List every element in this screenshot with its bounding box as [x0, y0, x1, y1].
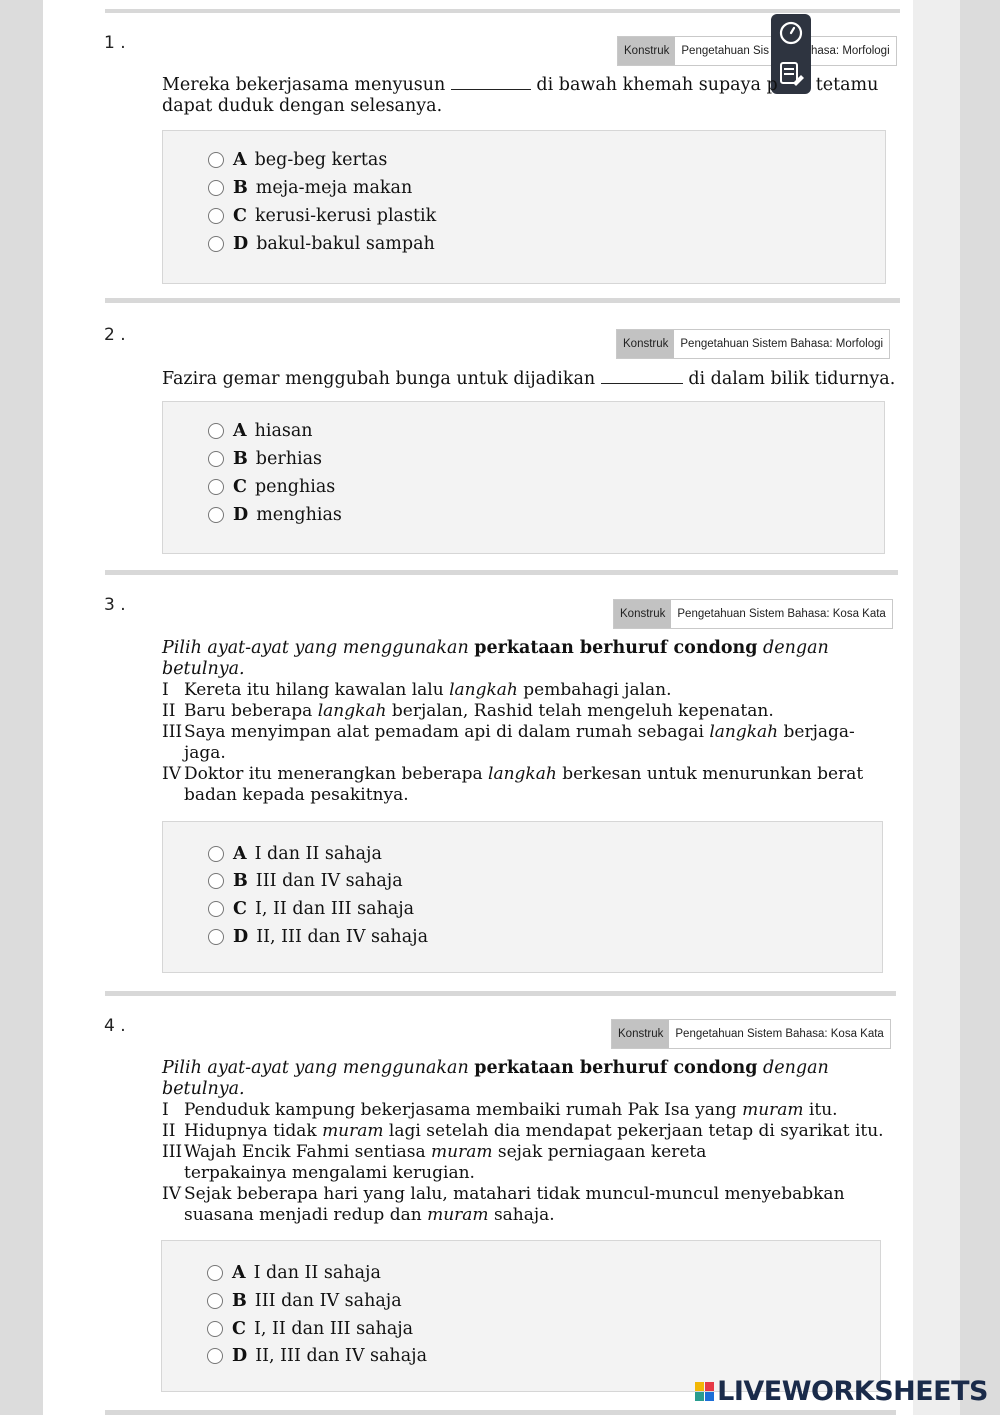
radio-button[interactable]	[208, 846, 224, 862]
question-text: Mereka bekerjasama menyusun di bawah khemah supaya p tetamu dapat duduk dengan selesanya.	[162, 75, 879, 116]
question-instruction: Pilih ayat-ayat yang menggunakan perkataan berhuruf condong dengan betulnya.	[162, 638, 829, 679]
radio-button[interactable]	[208, 873, 224, 889]
option-b[interactable]: B berhias	[208, 447, 322, 471]
option-b[interactable]: B III dan IV sahaja	[208, 869, 403, 893]
divider	[105, 991, 896, 996]
construct-value: Pengetahuan Sistem Bahasa: Kosa Kata	[677, 608, 886, 620]
radio-button[interactable]	[208, 423, 224, 439]
statement: I Penduduk kampung bekerjasama membaiki rumah Pak Isa yang muram itu.	[162, 1100, 838, 1120]
statement: IV Doktor itu menerangkan beberapa langkah berkesan untuk menurunkan berat badan kepada pesakitnya.	[162, 764, 864, 805]
construct-label: Konstruk	[614, 600, 671, 628]
option-d[interactable]: D bakul-bakul sampah	[208, 232, 435, 256]
option-b[interactable]: B III dan IV sahaja	[207, 1289, 402, 1313]
question-number: 4 .	[104, 1016, 126, 1036]
statement: III Wajah Encik Fahmi sentiasa muram sejak perniagaan kereta terpakainya mengalami kerugian.	[162, 1142, 707, 1183]
radio-button[interactable]	[208, 236, 224, 252]
brand-name: LIVEWORKSHEETS	[717, 1376, 988, 1407]
answer-blank[interactable]	[601, 369, 683, 384]
question-number: 1 .	[104, 33, 126, 53]
radio-button[interactable]	[208, 180, 224, 196]
option-c[interactable]: C I, II dan III sahaja	[208, 897, 414, 921]
options-box	[162, 130, 886, 284]
construct-label: Konstruk	[612, 1020, 669, 1048]
divider	[105, 1410, 896, 1415]
question-number: 3 .	[104, 595, 126, 615]
construct-value: Pengetahuan Sistem Bahasa: Kosa Kata	[675, 1028, 884, 1040]
construct-label: Konstruk	[617, 330, 674, 358]
option-c[interactable]: C penghias	[208, 475, 335, 499]
radio-button[interactable]	[208, 507, 224, 523]
construct-value: Pengetahuan Sis	[681, 45, 769, 57]
construct-label: Konstruk	[618, 37, 675, 65]
radio-button[interactable]	[208, 479, 224, 495]
question-number: 2 .	[104, 325, 126, 345]
construct-tag	[616, 329, 890, 359]
options-box	[162, 821, 883, 973]
construct-tag	[611, 1019, 891, 1049]
radio-button[interactable]	[207, 1265, 223, 1281]
option-b[interactable]: B meja-meja makan	[208, 176, 412, 200]
options-box	[162, 401, 885, 554]
question-instruction: Pilih ayat-ayat yang menggunakan perkataan berhuruf condong dengan betulnya.	[162, 1058, 829, 1099]
timer-icon[interactable]	[771, 14, 811, 54]
radio-button[interactable]	[208, 901, 224, 917]
option-d[interactable]: D II, III dan IV sahaja	[207, 1344, 427, 1368]
construct-tag	[617, 36, 897, 66]
statement: I Kereta itu hilang kawalan lalu langkah pembahagi jalan.	[162, 680, 672, 700]
answer-blank[interactable]	[451, 75, 531, 90]
statement: IV Sejak beberapa hari yang lalu, matahari tidak muncul-muncul menyebabkan suasana menjadi redup dan muram sahaja.	[162, 1184, 845, 1225]
radio-button[interactable]	[208, 929, 224, 945]
radio-button[interactable]	[207, 1348, 223, 1364]
statement-list	[162, 1100, 897, 1226]
divider	[105, 9, 900, 13]
liveworksheets-icon	[695, 1382, 714, 1401]
construct-value-right: hasa: Morfologi	[811, 45, 890, 57]
radio-button[interactable]	[208, 152, 224, 168]
question-text: Fazira gemar menggubah bunga untuk dijadikan di dalam bilik tidurnya.	[162, 369, 896, 389]
divider	[105, 298, 900, 303]
right-margin	[913, 0, 960, 1415]
statement: III Saya menyimpan alat pemadam api di dalam rumah sebagai langkah berjaga-jaga.	[162, 722, 855, 763]
radio-button[interactable]	[207, 1321, 223, 1337]
radio-button[interactable]	[207, 1293, 223, 1309]
radio-button[interactable]	[208, 451, 224, 467]
option-a[interactable]: A hiasan	[208, 419, 313, 443]
option-a[interactable]: A I dan II sahaja	[208, 842, 382, 866]
option-d[interactable]: D II, III dan IV sahaja	[208, 925, 428, 949]
statement-list	[162, 680, 897, 806]
construct-tag	[613, 599, 893, 629]
statement: II Hidupnya tidak muram lagi setelah dia mendapat pekerjaan tetap di syarikat itu.	[162, 1121, 884, 1141]
construct-value: Pengetahuan Sistem Bahasa: Morfologi	[680, 338, 884, 350]
option-c[interactable]: C kerusi-kerusi plastik	[208, 204, 436, 228]
divider	[105, 570, 898, 575]
option-a[interactable]: A I dan II sahaja	[207, 1261, 381, 1285]
option-d[interactable]: D menghias	[208, 503, 342, 527]
statement: II Baru beberapa langkah berjalan, Rashid telah mengeluh kepenatan.	[162, 701, 774, 721]
radio-button[interactable]	[208, 208, 224, 224]
option-c[interactable]: C I, II dan III sahaja	[207, 1317, 413, 1341]
brand-logo	[695, 1376, 988, 1407]
option-a[interactable]: A beg-beg kertas	[208, 148, 387, 172]
options-box	[161, 1240, 881, 1392]
